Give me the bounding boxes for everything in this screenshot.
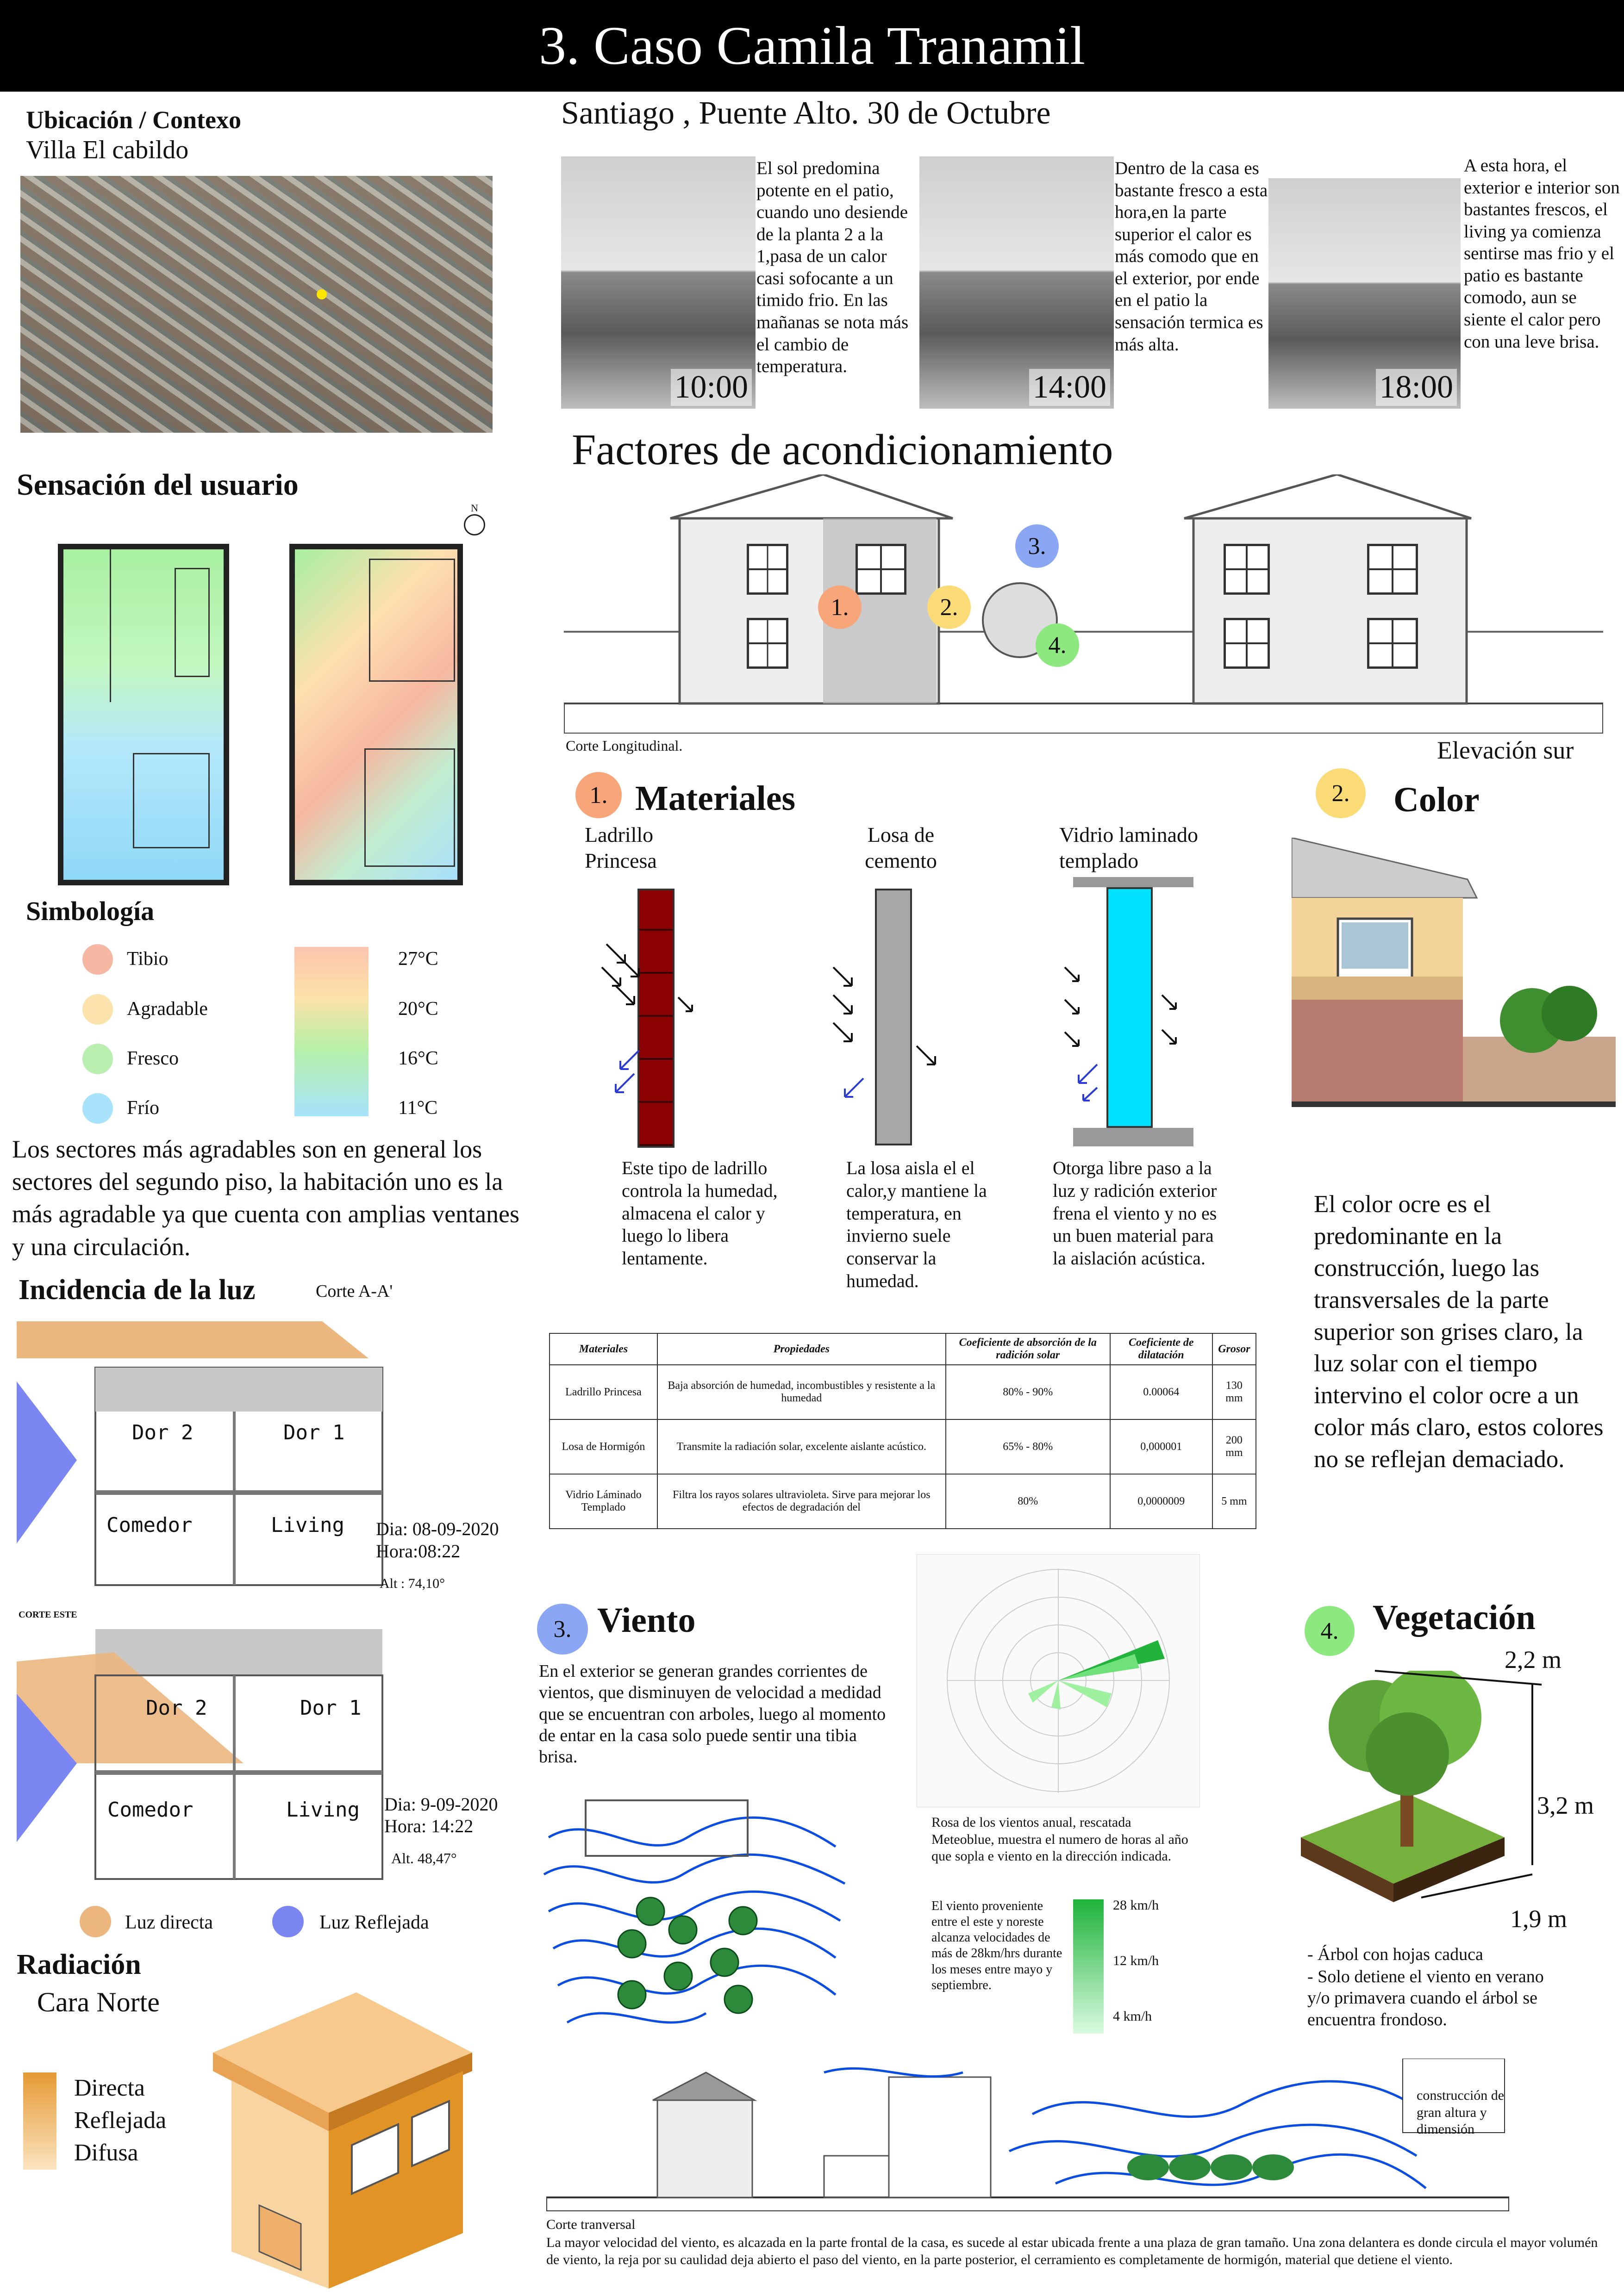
room-label: Dor 2 — [132, 1421, 194, 1444]
rosa-text-2: El viento proveniente entre el este y noreste alcanza velocidades de más de 28km/hrs durante los meses entre mayo y septiembre. — [931, 1899, 1062, 1992]
arrow-icon — [616, 986, 634, 1004]
legend-dot-tibio — [82, 944, 113, 975]
wind-stream — [549, 1892, 840, 1921]
table-cell: 80% - 90% — [946, 1365, 1110, 1419]
materiales-heading: Materiales — [635, 779, 796, 818]
tree-icon — [669, 1916, 697, 1944]
reflected-arrow-icon — [620, 1051, 639, 1069]
table-cell: 65% - 80% — [946, 1419, 1110, 1474]
wind-speed-label: 4 km/h — [1113, 2009, 1152, 2024]
photo-1000 — [561, 156, 756, 409]
radiation-gradient — [23, 2072, 56, 2170]
wind-stream — [824, 2068, 963, 2076]
wind-section-svg — [546, 2059, 1509, 2211]
wind-speed-label: 28 km/h — [1113, 1898, 1159, 1913]
radiation-arrows-svg — [593, 940, 1194, 1101]
table-cell: 200 mm — [1212, 1419, 1256, 1474]
wall-brick — [1292, 1000, 1463, 1101]
viento-number: 3. — [537, 1604, 588, 1655]
table-row — [550, 1419, 1256, 1474]
arrow-icon — [833, 1023, 852, 1041]
table-cell: 5 mm — [1212, 1474, 1256, 1529]
radiacion-heading: Radiación — [17, 1949, 141, 1980]
wind-rose-svg — [917, 1555, 1199, 1807]
legend-dot-frio — [82, 1093, 113, 1124]
roof — [653, 2072, 755, 2100]
radiation-legend: Difusa — [74, 2140, 138, 2166]
radiation-legend: Reflejada — [74, 2107, 167, 2134]
table-cell: Transmite la radiación solar, excelente aislante acústico. — [657, 1419, 946, 1474]
wind-rose — [917, 1554, 1200, 1807]
dimension-lines-svg — [1329, 1661, 1569, 1921]
table-cell: Losa de Hormigón — [550, 1419, 657, 1474]
material-name: Vidrio laminado templado — [1059, 823, 1199, 873]
rose-petal-ese — [1058, 1680, 1112, 1707]
legend-label: Luz Reflejada — [319, 1912, 429, 1933]
location-marker-icon — [317, 289, 327, 299]
temp-label: 16°C — [398, 1048, 438, 1069]
wind-stream — [1009, 2125, 1417, 2156]
reflected-arrow-icon — [1083, 1088, 1097, 1101]
simbologia-heading: Simbología — [26, 896, 155, 926]
arrow-icon — [602, 967, 620, 986]
table-header: Materiales — [550, 1333, 657, 1365]
tree-dimension: 2,2 m — [1505, 1646, 1562, 1674]
elevation-drawing — [564, 474, 1603, 734]
window — [747, 544, 788, 595]
photo-1400 — [919, 156, 1114, 409]
section-altitude: Alt : 74,10° — [380, 1576, 445, 1591]
arrow-icon — [678, 997, 692, 1011]
wind-speed-label: 12 km/h — [1113, 1953, 1159, 1968]
vegetacion-note: - Árbol con hojas caduca — [1307, 1945, 1483, 1964]
window-glass — [1342, 922, 1408, 969]
legend-label: Luz directa — [125, 1912, 213, 1933]
ground-section — [564, 703, 1603, 734]
band-ochre — [1292, 977, 1463, 1000]
wind-plan-diagram — [539, 1782, 854, 2041]
color-facade — [1292, 838, 1616, 1125]
ground-line — [1292, 1101, 1616, 1107]
tree-icon — [618, 1981, 646, 2009]
legend-label: Agradable — [127, 998, 208, 1020]
arrow-icon — [1065, 1000, 1079, 1014]
radiation-house-svg — [204, 1992, 481, 2289]
temp-label: 11°C — [398, 1097, 438, 1119]
tree-icon — [1542, 986, 1597, 1041]
roof-section — [95, 1368, 382, 1412]
reflected-arrow-icon — [616, 1074, 634, 1092]
tree-icon — [711, 1948, 738, 1976]
photo-text: El sol predomina potente en el patio, cuando uno desiende de la planta 2 a la 1,pasa de un calor casi sofocante a un timido frio. En las mañanas se nota más el cambio de temperatura. — [756, 158, 909, 377]
table-header: Propiedades — [657, 1333, 946, 1365]
corte-label: Corte A-A' — [316, 1282, 393, 1301]
radiation-legend: Directa — [74, 2075, 145, 2101]
tree-icon — [1169, 2154, 1211, 2180]
direct-light-band — [17, 1321, 369, 1358]
reflected-arrow-icon — [1079, 1064, 1097, 1083]
color-number: 2. — [1316, 768, 1366, 818]
construccion-label: construcción de gran altura y dimensión — [1417, 2088, 1505, 2137]
aerial-photo — [20, 176, 493, 433]
room-label: Comedor — [107, 1798, 194, 1822]
corte-transversal-text: La mayor velocidad del viento, es alcazada en la parte frontal de la casa, es sucede al estar ubicada frente a una plaza de gran tamaño. Una zona delantera es donde circula el mayor volumén de viento, la reja por su caulidad deja abierto el paso del viento, en la parte posterior, el cerramiento es completamente de hormigón, material que detiene el viento. — [546, 2235, 1598, 2267]
tree-icon — [664, 1962, 692, 1990]
section-time: Hora: 14:22 — [384, 1816, 474, 1836]
corte-transversal-label: Corte tranversal — [546, 2217, 636, 2232]
tree-icon — [1127, 2154, 1169, 2180]
arrow-icon — [917, 1046, 935, 1064]
photo-time: 14:00 — [1029, 369, 1110, 406]
rosa-text: Rosa de los vientos anual, rescatada Meteoblue, muestra el numero de horas al año que sopla e viento en la dirección indicada. — [931, 1815, 1188, 1864]
page-title: 3. Caso Camila Tranamil — [0, 0, 1624, 92]
photo-text: A esta hora, el exterior e interior son bastantes frescos, el living ya comienza sentirse mas frio y el patio es bastante comodo, aun se siente el calor pero con una leve brisa. — [1464, 156, 1620, 352]
dim-line — [1375, 1671, 1542, 1685]
bed-icon — [364, 748, 455, 867]
house-elevation — [657, 2100, 752, 2197]
bed-icon — [369, 559, 455, 682]
north-label: N — [471, 502, 478, 514]
arrow-icon — [1162, 995, 1176, 1009]
room-label: Dor 2 — [146, 1696, 207, 1720]
table-row — [550, 1365, 1256, 1419]
glass-frame-bottom — [1073, 1128, 1193, 1146]
legend-dot-agradable — [82, 994, 113, 1025]
tree-dimension: 3,2 m — [1537, 1792, 1594, 1819]
dim-line — [1421, 1874, 1532, 1898]
radiacion-subheading: Cara Norte — [37, 1987, 160, 2017]
house-plan — [586, 1800, 748, 1856]
photo-1800 — [1268, 178, 1461, 409]
room-label: Comedor — [106, 1513, 193, 1537]
temp-label: 27°C — [398, 948, 438, 970]
arrow-icon — [620, 958, 639, 977]
room-label: Living — [271, 1513, 344, 1537]
roof-right — [1184, 474, 1471, 518]
photo-time: 10:00 — [671, 369, 752, 406]
arrow-icon — [833, 995, 852, 1014]
legend-label: Fresco — [127, 1048, 179, 1069]
material-desc: Este tipo de ladrillo controla la humedad, almacena el calor y luego lo libera lentamente. — [622, 1157, 778, 1269]
glass-frame-top — [1073, 877, 1193, 887]
stair-icon — [77, 549, 111, 702]
photo-text: Dentro de la casa es bastante fresco a esta hora,en la parte superior el calor es más comodo que en el exterior, por ende en el patio la sensación termica es más alta. — [1115, 158, 1268, 355]
material-name: Ladrillo Princesa — [585, 823, 657, 873]
arrow-icon — [1162, 1030, 1176, 1044]
table-cell: 0,0000009 — [1110, 1474, 1212, 1529]
vegetacion-number: 4. — [1305, 1606, 1355, 1656]
color-heading: Color — [1393, 780, 1480, 819]
arrow-icon — [1065, 967, 1079, 981]
fence — [824, 2156, 889, 2197]
materials-table — [549, 1333, 1256, 1529]
legend-dot-luz-reflejada — [272, 1906, 304, 1937]
tree-icon — [729, 1907, 757, 1935]
arrow-icon — [833, 967, 852, 986]
vegetacion-note: - Solo detiene el viento en verano y/o primavera cuando el árbol se encuentra frondoso. — [1307, 1967, 1544, 2029]
factor-marker-3: 3. — [1015, 524, 1059, 568]
wind-stream — [558, 1966, 836, 1995]
window — [1367, 544, 1418, 595]
table-cell: Vidrio Láminado Templado — [550, 1474, 657, 1529]
ubicacion-place: Villa El cabildo — [26, 136, 189, 164]
legend-dot-luz-directa — [80, 1906, 111, 1937]
ground-section — [546, 2197, 1509, 2211]
tree-icon — [618, 1930, 646, 1958]
factores-heading: Factores de acondicionamiento — [572, 426, 1113, 474]
legend-dot-fresco — [82, 1044, 113, 1074]
factor-marker-4: 4. — [1036, 623, 1079, 667]
table-cell: 0.00064 — [1110, 1365, 1212, 1419]
material-name: Losa de cemento — [865, 823, 937, 873]
corte-longitudinal-label: Corte Longitudinal. — [566, 737, 683, 754]
tree-icon — [1252, 2154, 1294, 2180]
ubicacion-heading: Ubicación / Contexo — [26, 106, 241, 134]
wind-stream — [544, 1854, 845, 1884]
wind-stream — [567, 2013, 706, 2022]
window — [1224, 618, 1270, 669]
viento-text: En el exterior se generan grandes corrientes de vientos, que disminuyen de velocidad a medidad que se encuentran con arboles, luego al momento de entar en la casa solo puede sentir una tibia brisa. — [539, 1661, 886, 1767]
reflected-arrow-icon — [845, 1078, 863, 1097]
window — [1224, 544, 1270, 595]
house-section — [889, 2077, 991, 2197]
floor-plan-1 — [58, 544, 229, 885]
factor-marker-1: 1. — [818, 585, 862, 629]
material-desc: La losa aisla el el calor,y mantiene la temperatura, en invierno suele conservar la humedad. — [846, 1157, 987, 1291]
room-label: Living — [286, 1798, 360, 1822]
date-location: Santiago , Puente Alto. 30 de Octubre — [561, 95, 1051, 131]
radiation-house — [204, 1992, 481, 2289]
roof-left — [670, 474, 953, 518]
tree-dimension: 1,9 m — [1510, 1905, 1568, 1933]
room-label: Dor 1 — [283, 1421, 345, 1444]
table-row — [550, 1474, 1256, 1529]
photo-time: 18:00 — [1376, 369, 1457, 406]
north-arrow-icon — [463, 502, 486, 535]
vegetacion-heading: Vegetación — [1373, 1598, 1536, 1637]
rose-petal-ene — [1058, 1640, 1165, 1680]
temperature-gradient — [294, 947, 369, 1116]
window — [856, 544, 906, 595]
wind-plan-svg — [539, 1782, 854, 2041]
color-text: El color ocre es el predominante en la construcción, luego las transversales de la parte superior son grises claro, la luz solar con el tiempo intervino el color ocre a un color más claro, estos colores no se reflejan demaciado. — [1314, 1191, 1604, 1473]
rose-petal-ene-inner — [1058, 1654, 1139, 1680]
incidencia-heading: Incidencia de la luz — [19, 1274, 256, 1306]
window — [1367, 618, 1418, 669]
table-cell: Ladrillo Princesa — [550, 1365, 657, 1419]
table-cell: 80% — [946, 1474, 1110, 1529]
factor-marker-2: 2. — [927, 585, 971, 629]
table-header: Grosor — [1212, 1333, 1256, 1365]
temp-label: 20°C — [398, 998, 438, 1020]
room-label: Dor 1 — [300, 1696, 362, 1720]
corte-este-label: CORTE ESTE — [19, 1610, 77, 1620]
table-cell: 0,000001 — [1110, 1419, 1212, 1474]
roof-section — [95, 1629, 382, 1675]
sofa-icon — [133, 753, 210, 848]
sensacion-heading: Sensación del usuario — [17, 468, 299, 502]
section-altitude: Alt. 48,47° — [391, 1850, 457, 1867]
roof-grey — [1292, 838, 1477, 898]
legend-label: Frío — [127, 1097, 160, 1119]
section-date: Dia: 9-09-2020 — [384, 1794, 498, 1815]
tree-icon — [637, 1898, 664, 1925]
section-2-svg — [17, 1624, 484, 1884]
table-header: Coeficiente de dilatación — [1110, 1333, 1212, 1365]
materiales-number: 1. — [575, 772, 622, 818]
elevacion-label: Elevación sur — [1437, 736, 1574, 764]
table-cell: 130 mm — [1212, 1365, 1256, 1419]
table-cell: Baja absorción de humedad, incombustibles y resistente a la humedad — [657, 1365, 946, 1419]
elevation-svg — [564, 474, 1603, 734]
tree-icon — [725, 1985, 752, 2013]
table-header: Coeficiente de absorción de la radición solar — [946, 1333, 1110, 1365]
material-desc: Otorga libre paso a la luz y radición exterior frena el viento y no es un buen material para la aislación acústica. — [1053, 1157, 1217, 1269]
table-icon — [175, 568, 210, 677]
viento-heading: Viento — [597, 1601, 696, 1640]
window — [747, 618, 788, 669]
section-diagram-2 — [17, 1624, 484, 1884]
wind-stream — [1032, 2081, 1426, 2117]
sensacion-text: Los sectores más agradables son en general los sectores del segundo piso, la habitación uno es la más agradable ya que cuenta con amplias ventanes y una circulación. — [12, 1135, 520, 1261]
color-facade-svg — [1292, 838, 1616, 1125]
floor-plan-2 — [289, 544, 463, 885]
reflected-light-band — [17, 1381, 77, 1543]
wind-speed-gradient — [1073, 1899, 1104, 2034]
section-date: Dia: 08-09-2020 — [376, 1518, 499, 1539]
wind-stream — [549, 1817, 836, 1847]
wind-section-diagram — [546, 2059, 1509, 2211]
tree-icon — [1211, 2154, 1252, 2180]
section-time: Hora:08:22 — [376, 1541, 461, 1562]
table-cell: Filtra los rayos solares ultravioleta. Sirve para mejorar los efectos de degradación del — [657, 1474, 946, 1529]
legend-label: Tibio — [127, 948, 169, 970]
arrow-icon — [1065, 1032, 1079, 1046]
